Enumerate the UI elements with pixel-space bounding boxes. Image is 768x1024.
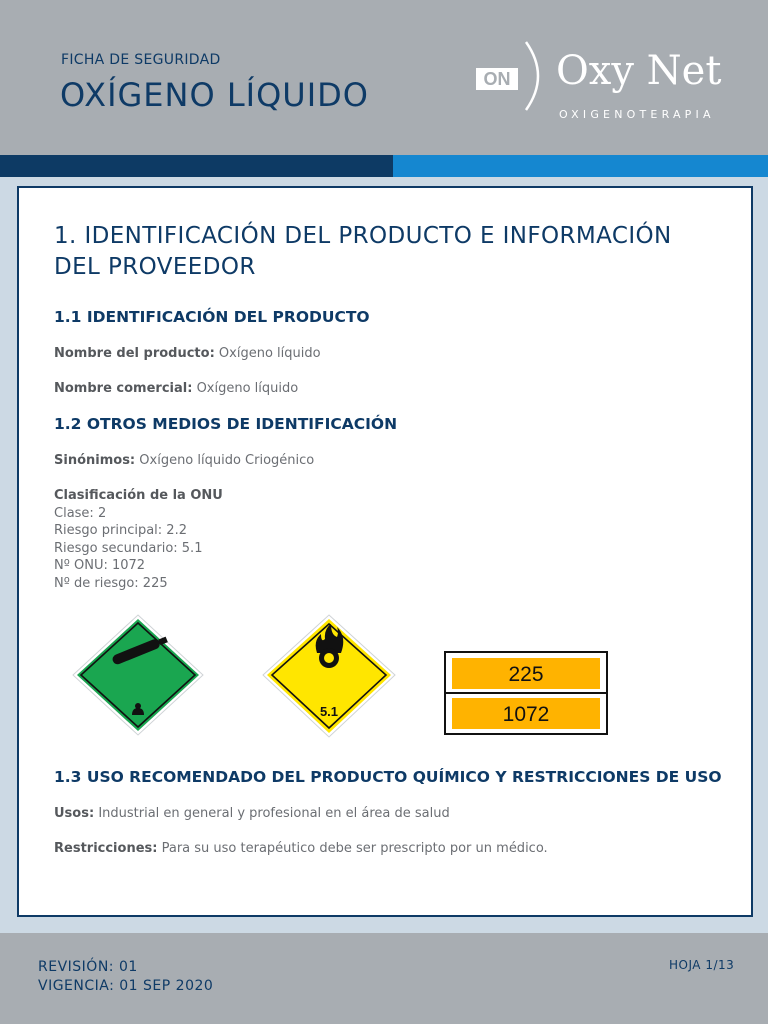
- un-number-line: Nº ONU: 1072: [54, 558, 146, 574]
- header-stripe-light: [393, 155, 768, 177]
- orange-hazard-panel: [445, 652, 607, 734]
- footer-revision: [38, 958, 213, 996]
- uses-field: [54, 806, 450, 821]
- content-panel: [17, 186, 753, 917]
- trade-name-value: Oxígeno líquido: [196, 381, 299, 396]
- oxidizer-placard-icon: [263, 615, 395, 737]
- trade-name-field: [54, 381, 298, 396]
- un-classification: [54, 487, 223, 593]
- synonyms-value: Oxígeno líquido Criogénico: [139, 453, 315, 468]
- hazard-number-line: Nº de riesgo: 225: [54, 575, 168, 591]
- document-type: FICHA DE SEGURIDAD: [61, 52, 221, 68]
- placards-graphic: [19, 613, 751, 743]
- restrictions-field: [54, 841, 548, 856]
- product-name-value: Oxígeno líquido: [218, 346, 321, 361]
- un-substance-number: 1072: [502, 703, 550, 726]
- section-title: 1. IDENTIFICACIÓN DEL PRODUCTO E INFORMACIÓN DEL PROVEEDOR: [54, 223, 672, 280]
- header-stripe-dark: [0, 155, 393, 177]
- gas-cylinder-placard-icon: [73, 615, 203, 735]
- un-class-line: Clase: 2: [54, 505, 107, 521]
- synonyms-field: [54, 453, 314, 468]
- trade-name-label: Nombre comercial:: [54, 381, 193, 396]
- header: [0, 0, 768, 155]
- restrictions-value: Para su uso terapéutico debe ser prescripto por un médico.: [161, 841, 548, 856]
- product-name-label: Nombre del producto:: [54, 346, 215, 361]
- un-main-risk-line: Riesgo principal: 2.2: [54, 523, 187, 539]
- logo-mark-icon: [474, 38, 554, 128]
- logo-tagline: OXIGENOTERAPIA: [559, 108, 715, 121]
- logo-name: Oxy Net: [556, 48, 722, 94]
- hazard-identification-number: 225: [508, 663, 544, 686]
- product-name-field: [54, 346, 321, 361]
- subsection-1-2-title: 1.2 OTROS MEDIOS DE IDENTIFICACIÓN: [54, 415, 398, 433]
- validity-label: VIGENCIA: 01 SEP 2020: [38, 978, 214, 994]
- uses-value: Industrial en general y profesional en el área de salud: [98, 806, 450, 821]
- subsection-1-3-title: 1.3 USO RECOMENDADO DEL PRODUCTO QUÍMICO Y RESTRICCIONES DE USO: [54, 768, 722, 786]
- oxidizer-class-number: 5.1: [319, 704, 339, 719]
- un-classification-heading: Clasificación de la ONU: [54, 488, 223, 503]
- subsection-1-1-title: 1.1 IDENTIFICACIÓN DEL PRODUCTO: [54, 308, 370, 326]
- hazard-placards: [19, 613, 751, 743]
- page-number: HOJA 1/13: [669, 958, 735, 972]
- restrictions-label: Restricciones:: [54, 841, 158, 856]
- uses-label: Usos:: [54, 806, 95, 821]
- un-secondary-risk-line: Riesgo secundario: 5.1: [54, 540, 203, 556]
- oxynet-logo: [474, 38, 744, 128]
- document-title: OXÍGENO LÍQUIDO: [60, 76, 369, 114]
- logo-mark-letters: ON: [483, 69, 511, 89]
- synonyms-label: Sinónimos:: [54, 453, 136, 468]
- revision-label: REVISIÓN: 01: [38, 959, 138, 975]
